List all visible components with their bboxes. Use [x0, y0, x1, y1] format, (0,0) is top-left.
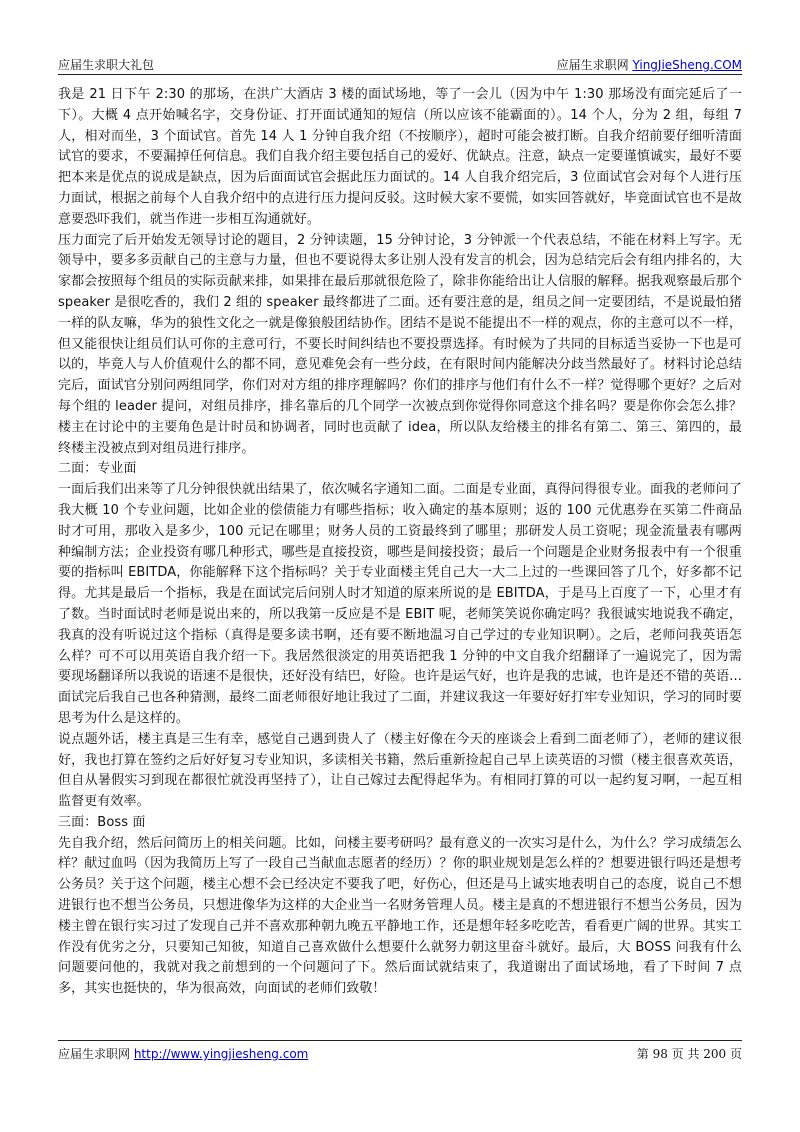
section-heading-third-interview: 三面：Boss 面: [58, 814, 146, 830]
paragraph-group-discussion: 压力面完了后开始发无领导讨论的题目，2 分钟读题，15 分钟讨论，3 分钟派一个代表总结，不能在材料上写字。无领导中，要多多贡献自己的主意与力量，但也不要说得太多让别人没有发言的机会，因为总结完后会有组内排名的，大家都会按照每个组员的实际贡献来排，如果排在最后那就很危险了，除非你能给出让人信服的解释。据我观察最后那个 speaker 是很吃香的，我们 2 组的 speaker 最终都进了二面。还有要注意的是，组员之间一定要团结，不是说最怕猪一样的队友嘛，华为的狼性文化之一就是像狼般团结协作。团结不是说不能提出不一样的观点，你的主意可以不一样，但又能很快让组员们认可你的主意可行，不要长时间纠结也不要投票选择。有时候为了共同的目标适当妥协一下也是可以的，毕竟人与人价值观什么的都不同，意见难免会有一些分歧，在有限时间内能解决分歧当然最好了。材料讨论总结完后，面试官分别问两组同学，你们对对方组的排序理解吗？你们的排序与他们有什么不一样？觉得哪个更好？之后对每个组的 leader 提问，对组员排序，排名靠后的几个同学一次被点到你觉得你同意这个排名吗？要是你你会怎么排？楼主在讨论中的主要角色是计时员和协调者，同时也贡献了 idea，所以队友给楼主的排名有第二、第三、第四的，最终楼主没被点到对组员进行排序。: [58, 232, 742, 456]
footer-site-link[interactable]: http://www.yingjiesheng.com: [133, 1047, 309, 1061]
paragraph-first-interview: 我是 21 日下午 2:30 的那场，在洪广大酒店 3 楼的面试场地，等了一会儿（因为中午 1:30 那场没有面完延后了一下）。大概 4 点开始喊名字，交身份证、打开面试通知的短信（所以应该不能霸面的）。14 个人，分为 2 组，每组 7 人，相对而坐，3 个面试官。首先 14 人 1 分钟自我介绍（不按顺序），超时可能会被打断。自我介绍前要仔细听清面试官的要求，不要漏掉任何信息。我们自我介绍主要包括自己的爱好、优缺点。注意，缺点一定要谨慎诚实，最好不要把本来是优点的说成是缺点，因为后面面试官会据此压力面试的。14 人自我介绍完后，3 位面试官会对每个人进行压力面试，根据之前每个人自我介绍中的点进行压力提问反驳。这时候大家不要慌，如实回答就好，毕竟面试官也不是故意要恐吓我们，就当作进一步相互沟通就好。: [58, 87, 742, 227]
page-header: [58, 56, 742, 75]
paragraph-aside: 说点题外话，楼主真是三生有幸，感觉自己遇到贵人了（楼主好像在今天的座谈会上看到二面老师了），老师的建议很好，我也打算在签约之后好好复习专业知识，多读相关书籍，然后重新捡起自己早上读英语的习惯（楼主很喜欢英语，但自从暑假实习到现在都很忙就没再坚持了），让自己嫁过去配得起华为。有相同打算的可以一起约复习啊，一起互相监督更有效率。: [58, 731, 742, 810]
paragraph-third-interview: 先自我介绍，然后问简历上的相关问题。比如，问楼主要考研吗？最有意义的一次实习是什么，为什么？学习成绩怎么样？献过血吗（因为我简历上写了一段自己当献血志愿者的经历）？你的职业规划是怎么样的？想要进银行吗还是想考公务员？关于这个问题，楼主心想不会已经决定不要我了吧，好伤心，但还是马上诚实地表明自己的态度，说自己不想进银行也不想当公务员，只想进像华为这样的大企业当一名财务管理人员。楼主是真的不想进银行不想当公务员，因为楼主曾在银行实习过了发现自己并不喜欢那种朝九晚五平静地工作，还是想年轻多吃吃苦，看看更广阔的世界。其实工作没有优劣之分，只要知己知彼，知道自己喜欢做什么想要什么就努力朝这里奋斗就好。最后，大 BOSS 问我有什么问题要问他的，我就对我之前想到的一个问题问了下。然后面试就结束了，我道谢出了面试场地，看了下时间 7 点多，其实也挺快的，华为很高效，向面试的老师们致敬！: [58, 835, 742, 997]
header-site-link[interactable]: YingJieSheng.COM: [632, 58, 742, 72]
paragraph-second-interview: 一面后我们出来等了几分钟很快就出结果了，依次喊名字通知二面。二面是专业面，真得问得很专业。面我的老师问了我大概 10 个专业问题，比如企业的偿债能力有哪些指标；收入确定的基本原则；返的 100 元优惠券在买第二件商品时才可用，那收入是多少，100 元记在哪里；财务人员的工资最终到了哪里；那研发人员工资呢；现金流量表有哪两种编制方法；企业投资有哪几种形式，哪些是直接投资，哪些是间接投资；最后一个问题是企业财务报表中有一个很重要的指标叫 EBITDA，你能解释下这个指标吗？关于专业面楼主凭自己大一大二上过的一些课回答了几个，好多都不记得。尤其是最后一个指标，我是在面试完后问别人时才知道的原来所说的是 EBITDA，于是马上百度了一下，心里才有了数。当时面试时老师是说出来的，所以我第一反应是不是 EBIT 呢，老师笑笑说你确定吗？我很诚实地说我不确定，我真的没有听说过这个指标（真得是要多读书啊，还有要不断地温习自己学过的专业知识啊）。之后，老师问我英语怎么样？可不可以用英语自我介绍一下。我居然很淡定的用英语把我 1 分钟的中文自我介绍翻译了一遍说完了，因为需要现场翻译所以我说的语速不是很快，还好没有结巴，好险。也许是运气好，也许是我的忠诚，也许是还不错的英语...面试完后我自己也各种猜测，最终二面老师很好地让我过了二面，并建议我这一年要好好打牢专业知识，学习的同时要思考为什么是这样的。: [58, 482, 742, 726]
footer-site: [58, 1045, 308, 1063]
page-footer: [58, 1040, 742, 1061]
page-number: 第 98 页 共 200 页: [636, 1047, 742, 1061]
header-site-label: 应届生求职网: [556, 58, 633, 72]
header-title: 应届生求职大礼包: [58, 58, 155, 72]
header-site: [557, 56, 742, 74]
section-heading-second-interview: 二面：专业面: [58, 461, 137, 477]
footer-site-label: 应届生求职网: [58, 1047, 134, 1061]
article-body: [58, 85, 742, 1015]
